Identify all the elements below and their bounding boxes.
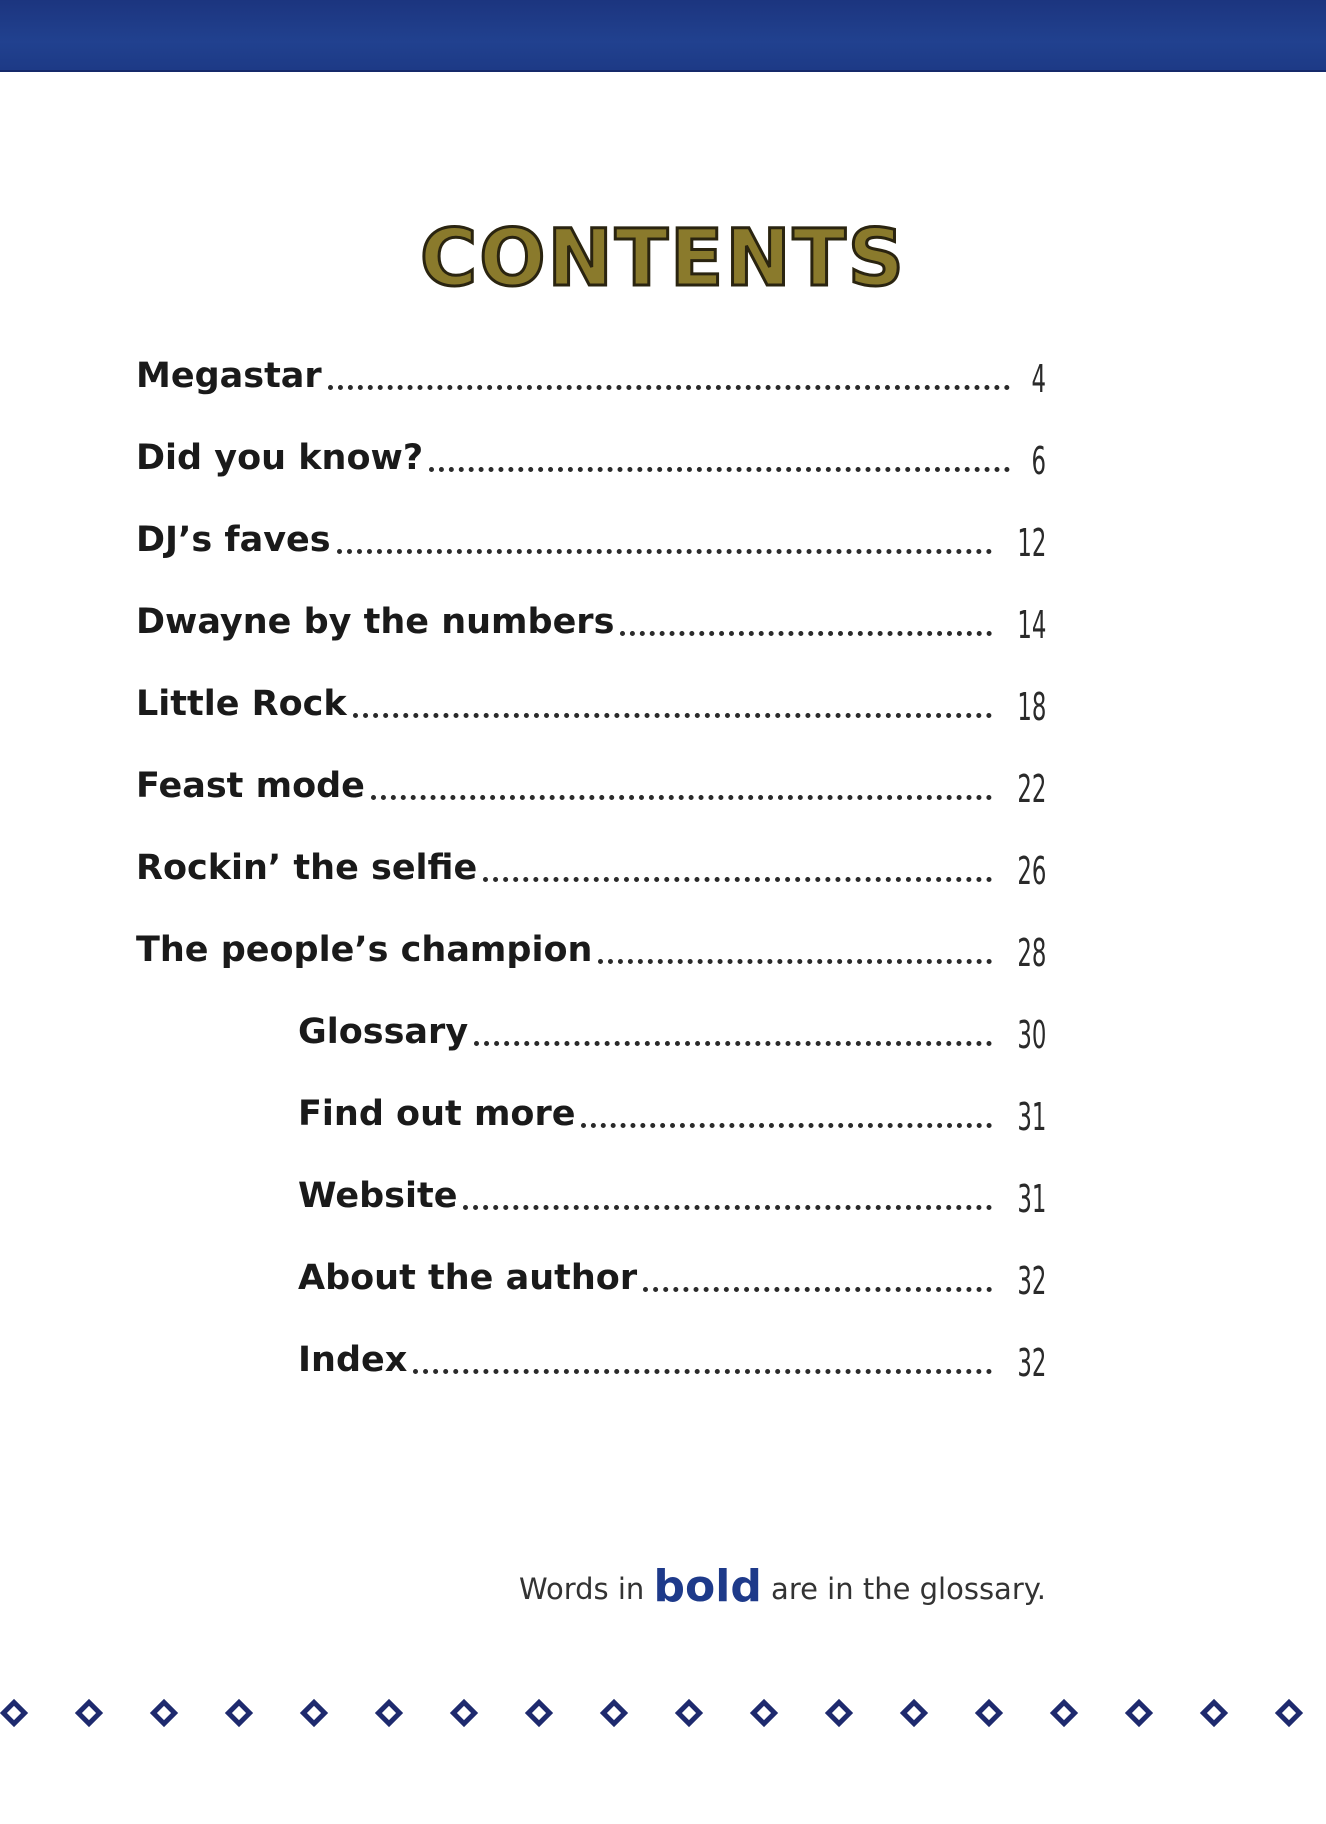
toc-page-number: 4 xyxy=(1031,357,1046,401)
toc-entry-label: Website xyxy=(298,1176,458,1216)
toc-entry-label: Glossary xyxy=(298,1012,469,1052)
toc-entry[interactable] xyxy=(136,504,1046,564)
toc-dot-leader xyxy=(598,959,991,964)
page-title: CONTENTS xyxy=(420,214,906,305)
toc-entry[interactable] xyxy=(136,832,1046,892)
toc-entry-label: Did you know? xyxy=(136,438,424,478)
toc-page-number: 14 xyxy=(1016,603,1046,647)
diamond-outline-icon xyxy=(825,1699,853,1727)
diamond-border-row xyxy=(0,1695,1326,1735)
toc-entry-label: Find out more xyxy=(298,1094,576,1134)
diamond-outline-icon xyxy=(225,1699,253,1727)
toc-entry-label: Dwayne by the numbers xyxy=(136,602,615,642)
toc-dot-leader xyxy=(413,1369,991,1374)
diamond-outline-icon xyxy=(300,1699,328,1727)
toc-page-number: 32 xyxy=(1016,1341,1046,1385)
toc-entry-label: Little Rock xyxy=(136,684,347,724)
toc-entry[interactable] xyxy=(136,914,1046,974)
toc-page-number: 32 xyxy=(1016,1259,1046,1303)
glossary-note-prefix: Words in xyxy=(518,1572,654,1606)
toc-entry[interactable] xyxy=(298,1242,1046,1302)
toc-page-number: 22 xyxy=(1016,767,1046,811)
toc-page-number: 6 xyxy=(1031,439,1046,483)
diamond-outline-icon xyxy=(75,1699,103,1727)
diamond-outline-icon xyxy=(150,1699,178,1727)
diamond-outline-icon xyxy=(1275,1699,1303,1727)
toc-entry[interactable] xyxy=(298,996,1046,1056)
toc-dot-leader xyxy=(429,467,1010,472)
toc-entry[interactable] xyxy=(136,340,1046,400)
diamond-outline-icon xyxy=(750,1699,778,1727)
toc-entry[interactable] xyxy=(298,1078,1046,1138)
diamond-outline-icon xyxy=(1200,1699,1228,1727)
toc-entry-label: Index xyxy=(298,1340,408,1380)
toc-dot-leader xyxy=(483,877,991,882)
diamond-outline-icon xyxy=(900,1699,928,1727)
toc-entry[interactable] xyxy=(136,422,1046,482)
top-color-band xyxy=(0,0,1326,72)
toc-entry[interactable] xyxy=(298,1160,1046,1220)
diamond-outline-icon xyxy=(1125,1699,1153,1727)
diamond-outline-icon xyxy=(975,1699,1003,1727)
toc-dot-leader xyxy=(620,631,991,636)
toc-page-number: 26 xyxy=(1016,849,1046,893)
diamond-outline-icon xyxy=(375,1699,403,1727)
toc-entry-label: About the author xyxy=(298,1258,638,1298)
diamond-outline-icon xyxy=(525,1699,553,1727)
toc-page-number: 28 xyxy=(1016,931,1046,975)
toc-dot-leader xyxy=(581,1123,991,1128)
toc-dot-leader xyxy=(353,713,992,718)
diamond-outline-icon xyxy=(600,1699,628,1727)
toc-dot-leader xyxy=(328,385,1010,390)
toc-page-number: 12 xyxy=(1016,521,1046,565)
toc-dot-leader xyxy=(463,1205,991,1210)
toc-dot-leader xyxy=(643,1287,992,1292)
toc-page-number: 31 xyxy=(1016,1095,1046,1139)
diamond-outline-icon xyxy=(675,1699,703,1727)
toc-page-number: 30 xyxy=(1016,1013,1046,1057)
diamond-outline-icon xyxy=(1050,1699,1078,1727)
toc-entry-label: Megastar xyxy=(136,356,322,396)
toc-dot-leader xyxy=(337,549,992,554)
toc-entry[interactable] xyxy=(136,586,1046,646)
toc-entry-label: The people’s champion xyxy=(136,930,593,970)
toc-page-number: 31 xyxy=(1016,1177,1046,1221)
toc-dot-leader xyxy=(371,795,992,800)
toc-dot-leader xyxy=(474,1041,992,1046)
toc-entry[interactable] xyxy=(136,668,1046,728)
diamond-outline-icon xyxy=(0,1699,28,1727)
toc-entry-label: DJ’s faves xyxy=(136,520,331,560)
diamond-outline-icon xyxy=(450,1699,478,1727)
glossary-note xyxy=(0,1561,1046,1612)
toc-entry[interactable] xyxy=(298,1324,1046,1384)
glossary-note-suffix: are in the glossary. xyxy=(761,1572,1046,1606)
toc-entry-label: Rockin’ the selfie xyxy=(136,848,478,888)
toc-page-number: 18 xyxy=(1016,685,1046,729)
toc-entry[interactable] xyxy=(136,750,1046,810)
glossary-note-bold-word: bold xyxy=(653,1561,762,1612)
toc-entry-label: Feast mode xyxy=(136,766,365,806)
